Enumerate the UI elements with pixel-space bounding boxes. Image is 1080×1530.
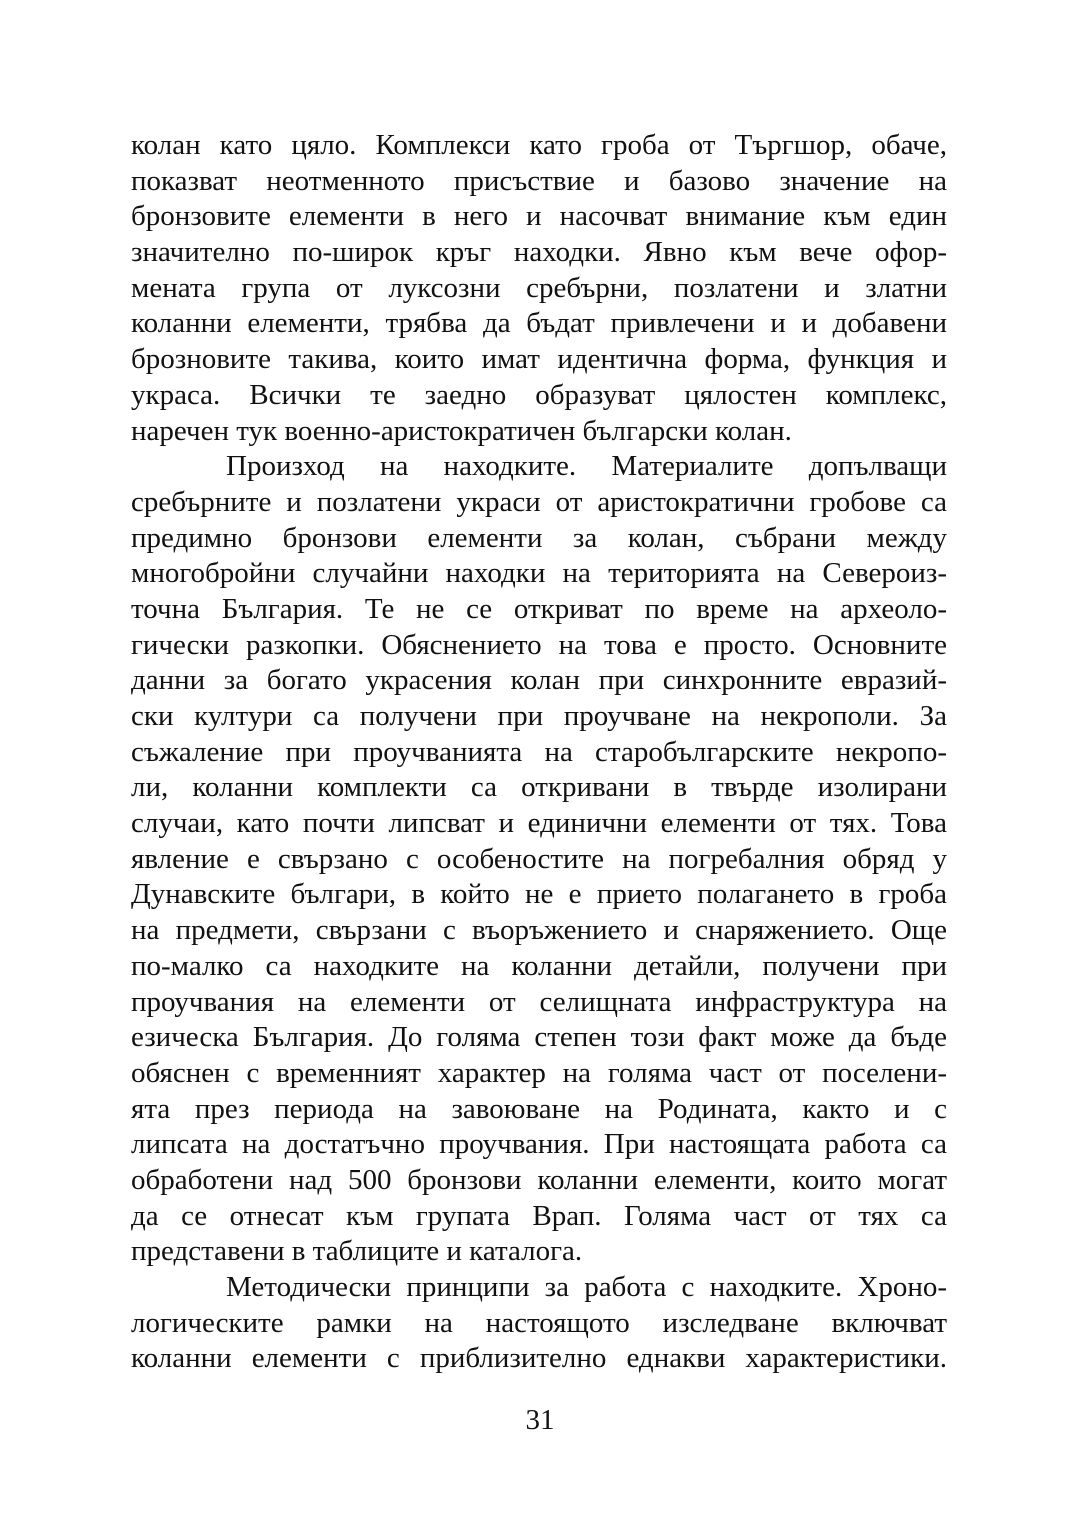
text-line: представени в таблиците и каталога. bbox=[131, 1235, 583, 1268]
text-line: Произход на находките. Материалите допълващи bbox=[226, 450, 947, 483]
text-line: многобройни случайни находки на територията на Североиз- bbox=[131, 557, 947, 590]
text-line: значително по-широк кръг находки. Явно към вече офор- bbox=[131, 236, 947, 269]
text-line: коланни елементи, трябва да бъдат привлечени и и добавени bbox=[131, 307, 947, 340]
text-line: сребърните и позлатени украси от аристократични гробове са bbox=[131, 485, 947, 518]
text-line: украса. Всички те заедно образуват цялостен комплекс, bbox=[131, 378, 947, 411]
text-line: бронзовите елементи в него и насочват внимание към един bbox=[131, 200, 947, 233]
text-line: обработени над 500 бронзови коланни елементи, които могат bbox=[131, 1163, 947, 1196]
text-line: проучвания на елементи от селищната инфраструктура на bbox=[131, 985, 947, 1018]
text-line: логическите рамки на настоящото изследване включват bbox=[131, 1306, 947, 1339]
text-line: съжаление при проучванията на старобългарските некропо- bbox=[131, 735, 947, 768]
text-line: ята през периода на завоюване на Родината, както и с bbox=[131, 1092, 947, 1125]
text-line: ски култури са получени при проучване на некрополи. За bbox=[131, 700, 947, 732]
text-line: показват неотменното присъствие и базово значение на bbox=[131, 164, 947, 197]
text-line: по-малко са находките на коланни детайли, получени при bbox=[131, 949, 947, 982]
text-line: данни за богато украсения колан при синхронните евразий- bbox=[131, 664, 947, 697]
text-line: брозновите такива, които имат идентична форма, функция и bbox=[131, 343, 947, 376]
text-line: езическа България. До голяма степен този факт може да бъде bbox=[131, 1021, 947, 1054]
text-line: Дунавските българи, в който не е прието полагането в гроба bbox=[131, 878, 947, 911]
text-line: точна България. Те не се откриват по време на археоло- bbox=[131, 592, 947, 625]
text-line: гически разкопки. Обяснението на това е просто. Основните bbox=[131, 628, 947, 661]
text-line: Методически принципи за работа с находките. Хроно- bbox=[226, 1271, 947, 1303]
text-line: наречен тук военно-аристократичен български колан. bbox=[131, 414, 792, 447]
text-line: случаи, като почти липсват и единични елементи от тях. Това bbox=[131, 807, 947, 840]
body-text bbox=[131, 128, 947, 1377]
text-line: коланни елементи с приблизително еднакви характеристики. bbox=[131, 1342, 947, 1375]
text-line: колан като цяло. Комплекси като гроба от Търгшор, обаче, bbox=[131, 129, 947, 161]
page-number: 31 bbox=[525, 1404, 555, 1436]
text-line: предимно бронзови елементи за колан, събрани между bbox=[131, 521, 947, 554]
text-line: ли, коланни комплекти са откривани в твърде изолирани bbox=[131, 771, 947, 804]
text-line: на предмети, свързани с въоръжението и снаряжението. Още bbox=[131, 914, 947, 947]
text-line: явление е свързано с особеностите на погребалния обряд у bbox=[131, 842, 947, 875]
text-line: да се отнесат към групата Врап. Голяма част от тях са bbox=[131, 1199, 947, 1232]
text-line: мената група от луксозни сребърни, позлатени и златни bbox=[131, 271, 947, 304]
text-line: липсата на достатъчно проучвания. При настоящата работа са bbox=[131, 1128, 947, 1161]
text-line: обяснен с временният характер на голяма част от поселени- bbox=[131, 1056, 947, 1089]
